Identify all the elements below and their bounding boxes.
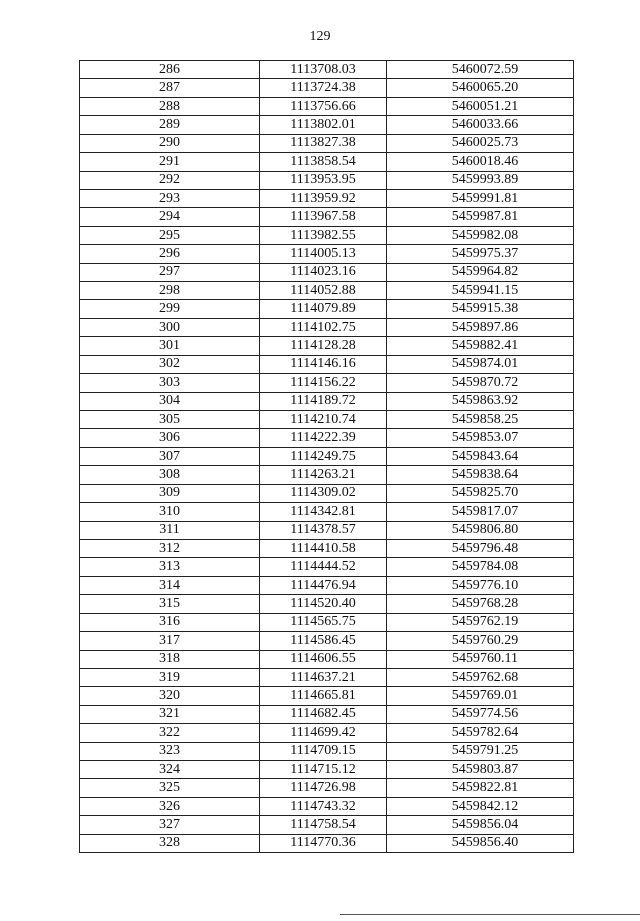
x-coordinate-cell: 1114378.57 [260,521,387,539]
point-number-cell: 299 [80,300,260,318]
y-coordinate-cell: 5460065.20 [387,79,574,97]
table-row [80,761,574,779]
y-coordinate-cell: 5459782.64 [387,724,574,742]
x-coordinate-cell: 1114342.81 [260,503,387,521]
point-number-cell: 287 [80,79,260,97]
table-row [80,816,574,834]
table-row [80,484,574,502]
page-number: 129 [309,29,331,44]
y-coordinate-cell: 5459762.68 [387,668,574,686]
point-number-cell: 319 [80,668,260,686]
x-coordinate-cell: 1113724.38 [260,79,387,97]
table-row [80,245,574,263]
y-coordinate-cell: 5459760.29 [387,632,574,650]
x-coordinate-cell: 1114263.21 [260,466,387,484]
point-number-cell: 318 [80,650,260,668]
x-coordinate-cell: 1114309.02 [260,484,387,502]
point-number-cell: 289 [80,116,260,134]
y-coordinate-cell: 5459822.81 [387,779,574,797]
y-coordinate-cell: 5459882.41 [387,337,574,355]
table-row [80,189,574,207]
y-coordinate-cell: 5459803.87 [387,761,574,779]
table-row [80,392,574,410]
table-row [80,300,574,318]
table-row [80,576,574,594]
y-coordinate-cell: 5459784.08 [387,558,574,576]
table-row [80,650,574,668]
y-coordinate-cell: 5459856.40 [387,834,574,852]
x-coordinate-cell: 1114709.15 [260,742,387,760]
point-number-cell: 291 [80,153,260,171]
point-number-cell: 324 [80,761,260,779]
point-number-cell: 301 [80,337,260,355]
y-coordinate-cell: 5459991.81 [387,189,574,207]
x-coordinate-cell: 1114726.98 [260,779,387,797]
y-coordinate-cell: 5459993.89 [387,171,574,189]
point-number-cell: 308 [80,466,260,484]
x-coordinate-cell: 1114520.40 [260,595,387,613]
point-number-cell: 320 [80,687,260,705]
x-coordinate-cell: 1114699.42 [260,724,387,742]
y-coordinate-cell: 5459858.25 [387,411,574,429]
y-coordinate-cell: 5459870.72 [387,374,574,392]
point-number-cell: 305 [80,411,260,429]
y-coordinate-cell: 5459941.15 [387,282,574,300]
x-coordinate-cell: 1114476.94 [260,576,387,594]
y-coordinate-cell: 5459987.81 [387,208,574,226]
table-row [80,318,574,336]
point-number-cell: 311 [80,521,260,539]
y-coordinate-cell: 5459768.28 [387,595,574,613]
point-number-cell: 294 [80,208,260,226]
point-number-cell: 312 [80,539,260,557]
x-coordinate-cell: 1114210.74 [260,411,387,429]
point-number-cell: 297 [80,263,260,281]
coordinates-table [79,60,574,853]
point-number-cell: 293 [80,189,260,207]
scan-edge-line [340,914,640,915]
y-coordinate-cell: 5460033.66 [387,116,574,134]
table-row [80,337,574,355]
x-coordinate-cell: 1114715.12 [260,761,387,779]
table-row [80,503,574,521]
point-number-cell: 314 [80,576,260,594]
table-row [80,466,574,484]
y-coordinate-cell: 5459915.38 [387,300,574,318]
table-row [80,687,574,705]
table-row [80,374,574,392]
x-coordinate-cell: 1113827.38 [260,134,387,152]
point-number-cell: 325 [80,779,260,797]
x-coordinate-cell: 1114222.39 [260,429,387,447]
x-coordinate-cell: 1114665.81 [260,687,387,705]
point-number-cell: 328 [80,834,260,852]
point-number-cell: 317 [80,632,260,650]
table-row [80,742,574,760]
x-coordinate-cell: 1113802.01 [260,116,387,134]
table-row [80,447,574,465]
x-coordinate-cell: 1114637.21 [260,668,387,686]
table-row [80,632,574,650]
y-coordinate-cell: 5460072.59 [387,61,574,79]
point-number-cell: 316 [80,613,260,631]
table-row [80,613,574,631]
y-coordinate-cell: 5459825.70 [387,484,574,502]
point-number-cell: 310 [80,503,260,521]
x-coordinate-cell: 1114565.75 [260,613,387,631]
y-coordinate-cell: 5459817.07 [387,503,574,521]
point-number-cell: 321 [80,705,260,723]
x-coordinate-cell: 1114128.28 [260,337,387,355]
point-number-cell: 322 [80,724,260,742]
x-coordinate-cell: 1114743.32 [260,797,387,815]
x-coordinate-cell: 1114758.54 [260,816,387,834]
table-row [80,724,574,742]
x-coordinate-cell: 1114682.45 [260,705,387,723]
table-row [80,595,574,613]
point-number-cell: 303 [80,374,260,392]
y-coordinate-cell: 5459964.82 [387,263,574,281]
table-row [80,539,574,557]
table-row [80,705,574,723]
point-number-cell: 286 [80,61,260,79]
x-coordinate-cell: 1114102.75 [260,318,387,336]
point-number-cell: 298 [80,282,260,300]
point-number-cell: 304 [80,392,260,410]
y-coordinate-cell: 5459863.92 [387,392,574,410]
point-number-cell: 296 [80,245,260,263]
table-row [80,208,574,226]
x-coordinate-cell: 1113708.03 [260,61,387,79]
table-row [80,97,574,115]
table-row [80,668,574,686]
table-row [80,153,574,171]
table-row [80,226,574,244]
y-coordinate-cell: 5460025.73 [387,134,574,152]
y-coordinate-cell: 5459796.48 [387,539,574,557]
x-coordinate-cell: 1113982.55 [260,226,387,244]
y-coordinate-cell: 5459982.08 [387,226,574,244]
y-coordinate-cell: 5459842.12 [387,797,574,815]
x-coordinate-cell: 1114606.55 [260,650,387,668]
table-row [80,411,574,429]
x-coordinate-cell: 1114079.89 [260,300,387,318]
x-coordinate-cell: 1113858.54 [260,153,387,171]
table-row [80,79,574,97]
point-number-cell: 323 [80,742,260,760]
y-coordinate-cell: 5459774.56 [387,705,574,723]
point-number-cell: 288 [80,97,260,115]
x-coordinate-cell: 1114146.16 [260,355,387,373]
point-number-cell: 290 [80,134,260,152]
point-number-cell: 292 [80,171,260,189]
x-coordinate-cell: 1114444.52 [260,558,387,576]
x-coordinate-cell: 1114156.22 [260,374,387,392]
point-number-cell: 315 [80,595,260,613]
table-row [80,171,574,189]
y-coordinate-cell: 5459806.80 [387,521,574,539]
x-coordinate-cell: 1113959.92 [260,189,387,207]
y-coordinate-cell: 5459776.10 [387,576,574,594]
point-number-cell: 302 [80,355,260,373]
point-number-cell: 327 [80,816,260,834]
y-coordinate-cell: 5459769.01 [387,687,574,705]
y-coordinate-cell: 5459760.11 [387,650,574,668]
point-number-cell: 313 [80,558,260,576]
x-coordinate-cell: 1114052.88 [260,282,387,300]
table-row [80,521,574,539]
y-coordinate-cell: 5459838.64 [387,466,574,484]
y-coordinate-cell: 5459874.01 [387,355,574,373]
x-coordinate-cell: 1114586.45 [260,632,387,650]
table-row [80,429,574,447]
x-coordinate-cell: 1114005.13 [260,245,387,263]
y-coordinate-cell: 5459856.04 [387,816,574,834]
point-number-cell: 326 [80,797,260,815]
x-coordinate-cell: 1114023.16 [260,263,387,281]
y-coordinate-cell: 5459975.37 [387,245,574,263]
table-row [80,116,574,134]
table-row [80,282,574,300]
y-coordinate-cell: 5459897.86 [387,318,574,336]
x-coordinate-cell: 1114410.58 [260,539,387,557]
x-coordinate-cell: 1113967.58 [260,208,387,226]
coordinates-table-body [80,61,574,853]
point-number-cell: 309 [80,484,260,502]
table-row [80,61,574,79]
y-coordinate-cell: 5459762.19 [387,613,574,631]
table-row [80,834,574,852]
y-coordinate-cell: 5459843.64 [387,447,574,465]
y-coordinate-cell: 5459791.25 [387,742,574,760]
point-number-cell: 306 [80,429,260,447]
point-number-cell: 307 [80,447,260,465]
table-row [80,558,574,576]
point-number-cell: 300 [80,318,260,336]
y-coordinate-cell: 5460051.21 [387,97,574,115]
table-row [80,797,574,815]
x-coordinate-cell: 1114189.72 [260,392,387,410]
y-coordinate-cell: 5460018.46 [387,153,574,171]
table-row [80,134,574,152]
x-coordinate-cell: 1113953.95 [260,171,387,189]
table-row [80,263,574,281]
table-row [80,779,574,797]
y-coordinate-cell: 5459853.07 [387,429,574,447]
x-coordinate-cell: 1114249.75 [260,447,387,465]
x-coordinate-cell: 1113756.66 [260,97,387,115]
point-number-cell: 295 [80,226,260,244]
x-coordinate-cell: 1114770.36 [260,834,387,852]
table-row [80,355,574,373]
